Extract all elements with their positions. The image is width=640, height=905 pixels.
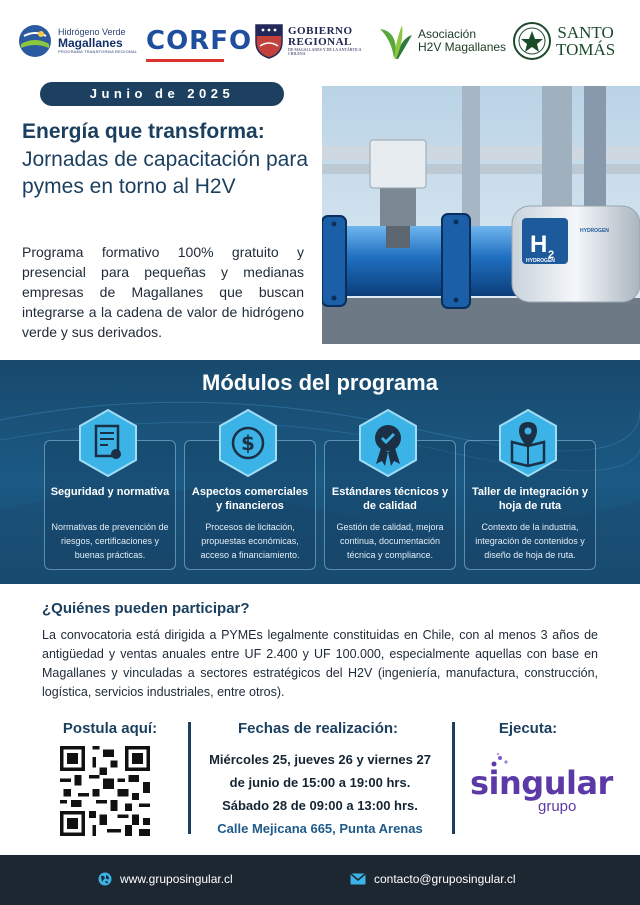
event-dates bbox=[196, 748, 444, 840]
who-can-participate-title: ¿Quiénes pueden participar? bbox=[42, 600, 250, 617]
who-can-participate-text: La convocatoria está dirigida a PYMEs legalmente constituidas en Chile, con al menos 3 años de antigüedad y ventas anuales entre UF 2.400 y UF 100.000, especialmente aquellas con base en Magallanes y vinculadas a sectores estratégicos del H2V (ingeniería, manufactura, construcción, logística, servicios industriales, entre otros). bbox=[42, 628, 598, 699]
column-divider bbox=[452, 722, 455, 834]
h2v-logo-line3: PROGRAMA TRANSFORMA REGIONAL bbox=[58, 48, 138, 54]
photo-hydrogen-label-tank: HYDROGEN bbox=[580, 228, 609, 234]
dates-line1: Miércoles 25, jueves 26 y viernes 27 bbox=[209, 752, 431, 767]
logo-singular-grupo bbox=[466, 752, 613, 822]
partner-logos bbox=[0, 0, 640, 80]
module-description: Gestión de calidad, mejora continua, documentación técnica y compliance. bbox=[336, 522, 444, 560]
fechas-heading: Fechas de realización: bbox=[237, 720, 399, 737]
modules-section bbox=[0, 360, 640, 584]
certificate-icon bbox=[77, 408, 139, 478]
h2v-logo-line2: Magallanes bbox=[58, 36, 123, 51]
regional-shield-icon bbox=[254, 22, 284, 60]
hydrogen-pipeline-photo bbox=[322, 86, 640, 344]
santo-tomas-line1: SANTO bbox=[557, 23, 614, 42]
h2v-logo-line1: Hidrógeno Verde bbox=[58, 26, 126, 37]
asociacion-line1: Asociación bbox=[418, 26, 477, 41]
svg-text:$: $ bbox=[241, 431, 255, 455]
grupo-wordmark: grupo bbox=[538, 798, 577, 815]
gore-line1: GOBIERNO bbox=[288, 25, 353, 37]
award-ribbon-icon bbox=[357, 408, 419, 478]
dollar-icon bbox=[217, 408, 279, 478]
modules-title: Módulos del programa bbox=[202, 370, 438, 395]
photo-h2-subscript: 2 bbox=[548, 249, 555, 261]
photo-hydrogen-label: HYDROGEN bbox=[526, 258, 555, 264]
module-description: Normativas de prevención de riesgos, certificaciones y buenas prácticas. bbox=[51, 522, 169, 560]
corfo-red-bar bbox=[146, 59, 224, 62]
h2v-globe-icon bbox=[16, 22, 54, 60]
globe-icon bbox=[98, 872, 112, 886]
singular-wordmark: singular bbox=[470, 764, 613, 802]
map-book-icon bbox=[497, 408, 559, 478]
headline-subtitle: Jornadas de capacitación para pymes en torno al H2V bbox=[22, 148, 309, 198]
intro-paragraph: Programa formativo 100% gratuito y presencial para pequeñas y medianas empresas de Magallanes que buscan integrarse a la cadena de valor de hidrógeno verde y sus derivados. bbox=[22, 244, 304, 340]
asociacion-line2: H2V Magallanes bbox=[418, 40, 507, 54]
ejecuta-heading: Ejecuta: bbox=[498, 720, 558, 737]
dates-line3: Sábado 28 de 09:00 a 13:00 hrs. bbox=[222, 798, 418, 813]
date-pill: Junio de 2025 bbox=[40, 82, 284, 106]
dates-line2: de junio de 15:00 a 19:00 hrs. bbox=[229, 775, 411, 790]
module-title: Aspectos comerciales y financieros bbox=[191, 486, 309, 512]
logo-hidrogeno-verde-magallanes bbox=[16, 18, 146, 64]
module-description: Procesos de licitación, propuestas económicas, acceso a financiamiento. bbox=[200, 522, 300, 560]
footer-website[interactable] bbox=[98, 872, 233, 886]
qr-code[interactable] bbox=[60, 746, 150, 836]
logo-asociacion-h2v bbox=[374, 18, 510, 64]
santo-tomas-line2: TOMÁS bbox=[556, 40, 616, 59]
logo-gobierno-regional bbox=[254, 18, 372, 64]
footer bbox=[0, 855, 640, 905]
footer-email[interactable] bbox=[350, 872, 516, 886]
website-link[interactable]: www.gruposingular.cl bbox=[120, 872, 233, 886]
column-divider bbox=[188, 722, 191, 834]
logo-corfo bbox=[146, 18, 253, 64]
postula-heading: Postula aquí: bbox=[62, 720, 158, 737]
module-description: Contexto de la industria, integración de contenidos y diseño de hoja de ruta. bbox=[475, 522, 585, 560]
email-link[interactable]: contacto@gruposingular.cl bbox=[374, 872, 516, 886]
module-title: Taller de integración y hoja de ruta bbox=[472, 486, 588, 512]
santo-tomas-seal-icon bbox=[512, 21, 552, 61]
corfo-wordmark: CORFO bbox=[146, 26, 253, 56]
photo-h2-label: H bbox=[530, 231, 548, 258]
module-title: Estándares técnicos y de calidad bbox=[331, 486, 449, 512]
envelope-icon bbox=[350, 873, 366, 885]
leaf-sprout-icon bbox=[374, 21, 416, 61]
headline-bold: Energía que transforma: bbox=[22, 120, 265, 143]
logo-santo-tomas bbox=[512, 18, 630, 64]
gore-line3: DE MAGALLANES Y DE LA ANTÁRTICA CHILENA bbox=[288, 47, 362, 56]
event-address: Calle Mejicana 665, Punta Arenas bbox=[217, 821, 423, 836]
gore-line2: REGIONAL bbox=[288, 36, 352, 48]
module-title: Seguridad y normativa bbox=[50, 486, 170, 498]
